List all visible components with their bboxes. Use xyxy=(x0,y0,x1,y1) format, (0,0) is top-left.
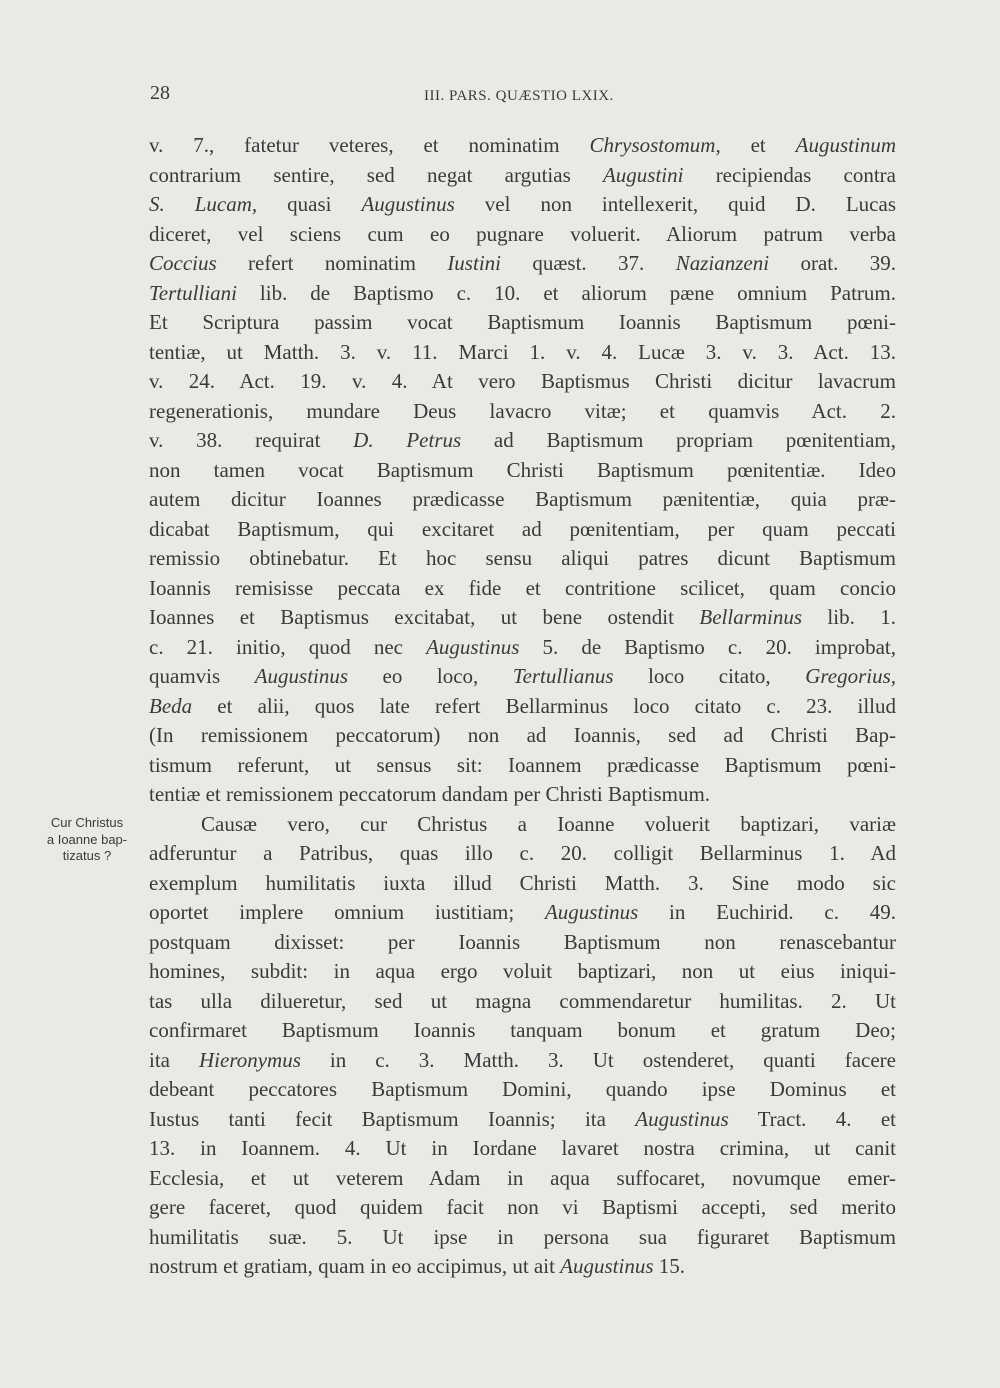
text-line: Et Scriptura passim vocat Baptismum Ioannis Baptismum pœni- xyxy=(149,310,896,334)
text-line: tentiæ et remissionem peccatorum dandam per Christi Baptismum. xyxy=(149,782,711,806)
margin-note-line: Cur Christus xyxy=(50,815,124,830)
italic-name: Hieronymus xyxy=(199,1047,301,1072)
text-line: contrarium sentire, sed negat argutias Augustini recipiendas contra xyxy=(149,162,896,187)
text-line: c. 21. initio, quod nec Augustinus 5. de Baptismo c. 20. improbat, xyxy=(149,634,896,659)
italic-name: Beda xyxy=(149,693,193,718)
italic-name: Augustinus xyxy=(635,1106,729,1131)
text-line: S. Lucam, quasi Augustinus vel non intellexerit, quid D. Lucas xyxy=(149,192,896,216)
text-line: tas ulla dilueretur, sed ut magna commendaretur humilitas. 2. Ut xyxy=(149,988,896,1013)
text-line: non tamen vocat Baptismum Christi Baptismum pœnitentiæ. Ideo xyxy=(149,457,896,482)
margin-note xyxy=(32,815,142,865)
italic-name: D. Petrus xyxy=(353,428,462,452)
italic-name: S. Lucam, xyxy=(149,192,258,216)
text-line: Ioannis remisisse peccata ex fide et contritione scilicet, quam concio xyxy=(149,575,896,600)
text-line: confirmaret Baptismum Ioannis tanquam bonum et gratum Deo; xyxy=(149,1018,896,1042)
text-line: v. 7., fatetur veteres, et nominatim Chrysostomum, et Augustinum xyxy=(149,133,896,157)
italic-name: Augustinus xyxy=(426,634,520,659)
italic-name: Coccius xyxy=(149,251,217,275)
italic-name: Augustinus xyxy=(254,664,349,688)
text-line: Tertulliani lib. de Baptismo c. 10. et aliorum pæne omnium Patrum. xyxy=(149,280,896,305)
margin-note-line: a Ioanne bap- xyxy=(46,831,128,847)
text-line: diceret, vel sciens cum eo pugnare voluerit. Aliorum patrum verba xyxy=(149,221,896,246)
italic-name: Tertullianus xyxy=(512,664,614,688)
text-line: gere faceret, quod quidem facit non vi Baptismi accepti, sed merito xyxy=(149,1195,896,1219)
text-line: tentiæ, ut Matth. 3. v. 11. Marci 1. v. 4. Lucæ 3. v. 3. Act. 13. xyxy=(149,339,896,364)
text-line: Iustus tanti fecit Baptismum Ioannis; ita Augustinus Tract. 4. et xyxy=(149,1106,896,1131)
text-line: homines, subdit: in aqua ergo voluit baptizari, non ut eius iniqui- xyxy=(149,959,896,983)
text-line: quamvis Augustinus eo loco, Tertullianus loco citato, Gregorius, xyxy=(149,664,896,688)
text-line: adferuntur a Patribus, quas illo c. 20. colligit Bellarminus 1. Ad xyxy=(149,841,896,865)
text-line: v. 24. Act. 19. v. 4. At vero Baptismus Christi dicitur lavacrum xyxy=(149,369,896,393)
page-number: 28 xyxy=(150,82,170,104)
text-line: postquam dixisset: per Ioannis Baptismum non renascebantur xyxy=(149,929,896,954)
italic-name: Augustini xyxy=(602,162,684,187)
italic-name: Bellarminus xyxy=(699,605,803,629)
italic-name: Iustini xyxy=(447,251,501,275)
italic-name: Augustinus xyxy=(544,900,639,924)
text-line: nostrum et gratiam, quam in eo accipimus, ut ait Augustinus 15. xyxy=(149,1254,685,1278)
text-line: debeant peccatores Baptismum Domini, quando ipse Dominus et xyxy=(149,1077,896,1101)
text-line: exemplum humilitatis iuxta illud Christi Matth. 3. Sine modo sic xyxy=(149,870,896,895)
text-line: (In remissionem peccatorum) non ad Ioannis, sed ad Christi Bap- xyxy=(149,723,896,747)
body-text xyxy=(149,131,896,1282)
text-line: v. 38. requirat D. Petrus ad Baptismum propriam pœnitentiam, xyxy=(149,428,897,452)
text-line: 13. in Ioannem. 4. Ut in Iordane lavaret nostra crimina, ut canit xyxy=(149,1136,896,1160)
text-line: dicabat Baptismum, qui excitaret ad pœnitentiam, per quam peccati xyxy=(149,516,896,541)
italic-name: Gregorius, xyxy=(805,664,896,688)
text-line: Beda et alii, quos late refert Bellarminus loco citato c. 23. illud xyxy=(149,693,896,718)
text-line: oportet implere omnium iustitiam; Augustinus in Euchirid. c. 49. xyxy=(149,900,896,924)
text-line: Coccius refert nominatim Iustini quæst. 37. Nazianzeni orat. 39. xyxy=(149,251,896,275)
text-line: humilitatis suæ. 5. Ut ipse in persona sua figuraret Baptismum xyxy=(149,1224,896,1249)
text-line: ita Hieronymus in c. 3. Matth. 3. Ut ostenderet, quanti facere xyxy=(149,1047,896,1072)
italic-name: Chrysostomum, xyxy=(589,133,721,157)
text-line: regenerationis, mundare Deus lavacro vitæ; et quamvis Act. 2. xyxy=(149,398,896,423)
italic-name: Augustinus xyxy=(560,1254,654,1278)
text-line: remissio obtinebatur. Et hoc sensu aliqui patres dicunt Baptismum xyxy=(149,546,896,570)
text-line: tismum referunt, ut sensus sit: Ioannem prædicasse Baptismum pœni- xyxy=(149,752,896,777)
italic-name: Tertulliani xyxy=(149,280,237,305)
italic-name: Nazianzeni xyxy=(675,251,770,275)
italic-name: Augustinus xyxy=(361,192,455,216)
margin-note-line: tizatus ? xyxy=(62,848,112,863)
text-line: autem dicitur Ioannes prædicasse Baptismum pænitentiæ, quia præ- xyxy=(149,487,896,511)
italic-name: Augustinum xyxy=(795,133,896,157)
text-line: Ioannes et Baptismus excitabat, ut bene ostendit Bellarminus lib. 1. xyxy=(149,605,896,629)
running-head: III. PARS. QUÆSTIO LXIX. xyxy=(424,88,614,104)
text-line: Causæ vero, cur Christus a Ioanne voluerit baptizari, variæ xyxy=(201,811,896,836)
text-line: Ecclesia, et ut veterem Adam in aqua suffocaret, novumque emer- xyxy=(149,1165,896,1190)
